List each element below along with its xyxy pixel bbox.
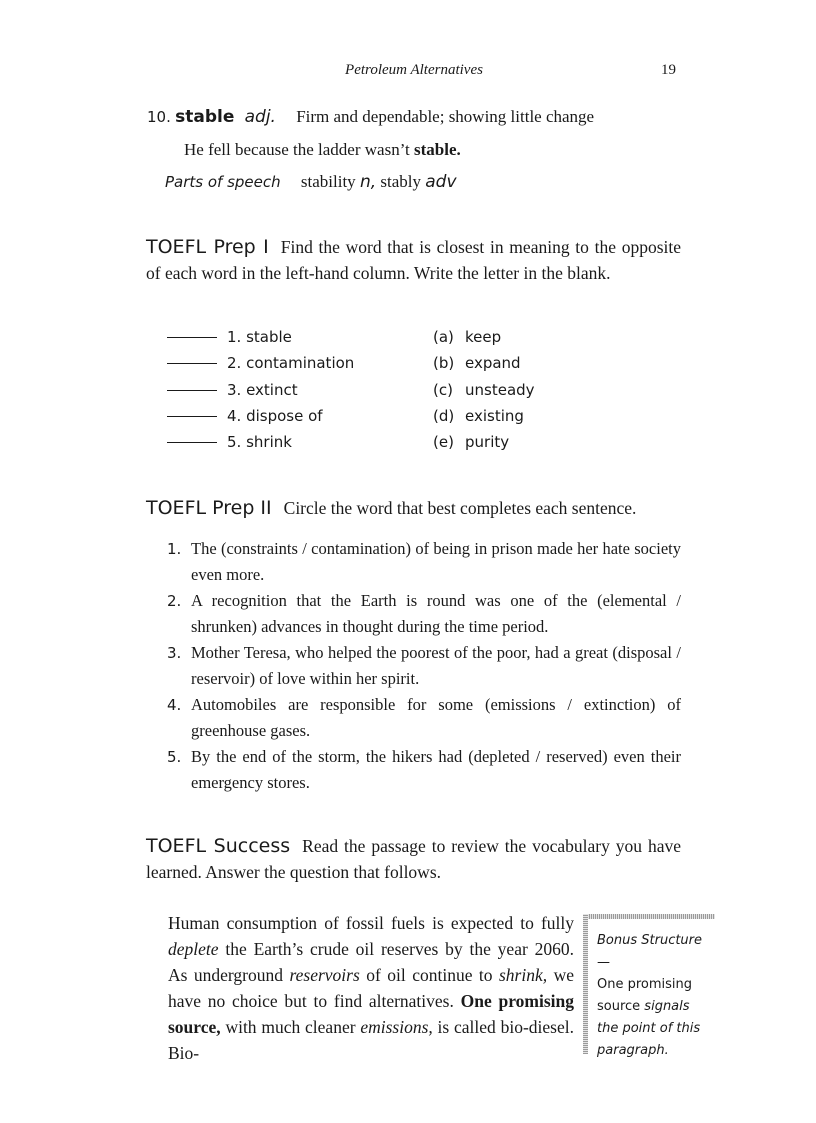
match-letter: (b) <box>433 354 455 372</box>
item-number: 3. <box>167 644 182 662</box>
passage-text: Human consumption of fossil fuels is expected to fully <box>168 913 574 933</box>
passage-text: is called bio-diesel. Bio- <box>168 1017 574 1063</box>
passage-text: with much cleaner <box>220 1017 361 1037</box>
match-letter: (c) <box>433 381 453 399</box>
match-row <box>167 328 567 354</box>
prep1-section <box>146 234 681 286</box>
example-text: He fell because the ladder wasn’t <box>184 140 415 159</box>
example-bold-word: stable. <box>414 140 461 159</box>
sidebar-top-rule <box>583 914 715 919</box>
item-number: 5. <box>167 748 182 766</box>
list-item <box>167 588 681 640</box>
form-2-pos: adv <box>425 172 457 192</box>
sidebar-keyword: One promising source <box>597 977 693 1014</box>
prep2-section <box>146 495 686 521</box>
match-term: 2. contamination <box>227 354 355 372</box>
match-letter: (e) <box>433 433 454 451</box>
match-letter: (a) <box>433 328 454 346</box>
vocab-word: reservoirs <box>289 965 360 985</box>
match-term: 4. dispose of <box>227 407 323 425</box>
list-item <box>167 536 681 588</box>
prep1-heading: TOEFL Prep I <box>146 236 269 258</box>
prep2-heading: TOEFL Prep II <box>146 497 272 519</box>
success-heading: TOEFL Success <box>146 835 291 857</box>
success-instructions: Read the passage to review the vocabulary you have learned. Answer the question that follows. <box>146 836 682 882</box>
match-letter: (d) <box>433 407 455 425</box>
passage-text: of oil continue to <box>359 965 499 985</box>
list-item <box>167 692 681 744</box>
vocab-word: deplete <box>168 939 219 959</box>
vocab-entry <box>147 107 594 127</box>
parts-of-speech <box>165 172 457 192</box>
item-number: 1. <box>167 540 182 558</box>
topic-phrase: One promising source, <box>168 991 574 1037</box>
answer-blank[interactable] <box>167 337 217 338</box>
sidebar-text <box>597 930 713 1062</box>
parts-of-speech-label: Parts of speech <box>165 173 281 191</box>
entry-definition: Firm and dependable; showing little change <box>296 107 595 126</box>
vocab-word: emissions, <box>360 1017 433 1037</box>
passage-text: we have no choice but to find alternatives. <box>168 965 574 1011</box>
prep2-list <box>167 536 681 796</box>
sidebar-rest: signals the point of this paragraph. <box>597 999 701 1058</box>
item-text: Automobiles are responsible for some (emissions / extinction) of greenhouse gases. <box>191 695 681 740</box>
match-option: existing <box>465 407 524 425</box>
form-2: stably <box>376 172 426 191</box>
answer-blank[interactable] <box>167 390 217 391</box>
page-number: 19 <box>661 62 676 78</box>
list-item <box>167 640 681 692</box>
vocab-word: shrink, <box>499 965 548 985</box>
match-row <box>167 381 567 407</box>
match-row <box>167 433 567 459</box>
reading-passage <box>168 910 574 1066</box>
entry-word: stable <box>175 107 235 127</box>
entry-number: 10. <box>147 108 171 126</box>
match-row <box>167 354 567 380</box>
running-header-title: Petroleum Alternatives <box>345 62 483 78</box>
item-number: 4. <box>167 696 182 714</box>
match-option: keep <box>465 328 502 346</box>
bonus-structure-sidebar <box>583 914 715 1058</box>
prep1-instructions: Find the word that is closest in meaning to the opposite of each word in the left-hand column. Write the letter in the blank. <box>146 237 682 283</box>
item-number: 2. <box>167 592 182 610</box>
match-term: 5. shrink <box>227 433 292 451</box>
item-text: A recognition that the Earth is round was one of the (elemental / shrunken) advances in thought during the time period. <box>191 591 681 636</box>
form-1-pos: n, <box>359 172 377 192</box>
form-1: stability <box>300 172 360 191</box>
answer-blank[interactable] <box>167 363 217 364</box>
sidebar-left-rule <box>583 914 588 1054</box>
match-row <box>167 407 567 433</box>
prep2-instructions: Circle the word that best completes each sentence. <box>283 498 637 518</box>
list-item <box>167 744 681 796</box>
match-option: unsteady <box>465 381 535 399</box>
entry-example <box>184 140 461 160</box>
answer-blank[interactable] <box>167 442 217 443</box>
match-term: 1. stable <box>227 328 292 346</box>
answer-blank[interactable] <box>167 416 217 417</box>
match-term: 3. extinct <box>227 381 298 399</box>
success-section <box>146 833 681 885</box>
item-text: Mother Teresa, who helped the poorest of the poor, had a great (disposal / reservoir) of love within her spirit. <box>191 643 681 688</box>
match-option: expand <box>465 354 521 372</box>
sidebar-title: Bonus Structure— <box>597 933 703 970</box>
entry-part-of-speech: adj. <box>244 107 276 127</box>
match-option: purity <box>465 433 510 451</box>
item-text: By the end of the storm, the hikers had (depleted / reserved) even their emergency stores. <box>191 747 681 792</box>
item-text: The (constraints / contamination) of being in prison made her hate society even more. <box>191 539 681 584</box>
passage-text: the Earth’s crude oil reserves by the year 2060. As underground <box>168 939 574 985</box>
